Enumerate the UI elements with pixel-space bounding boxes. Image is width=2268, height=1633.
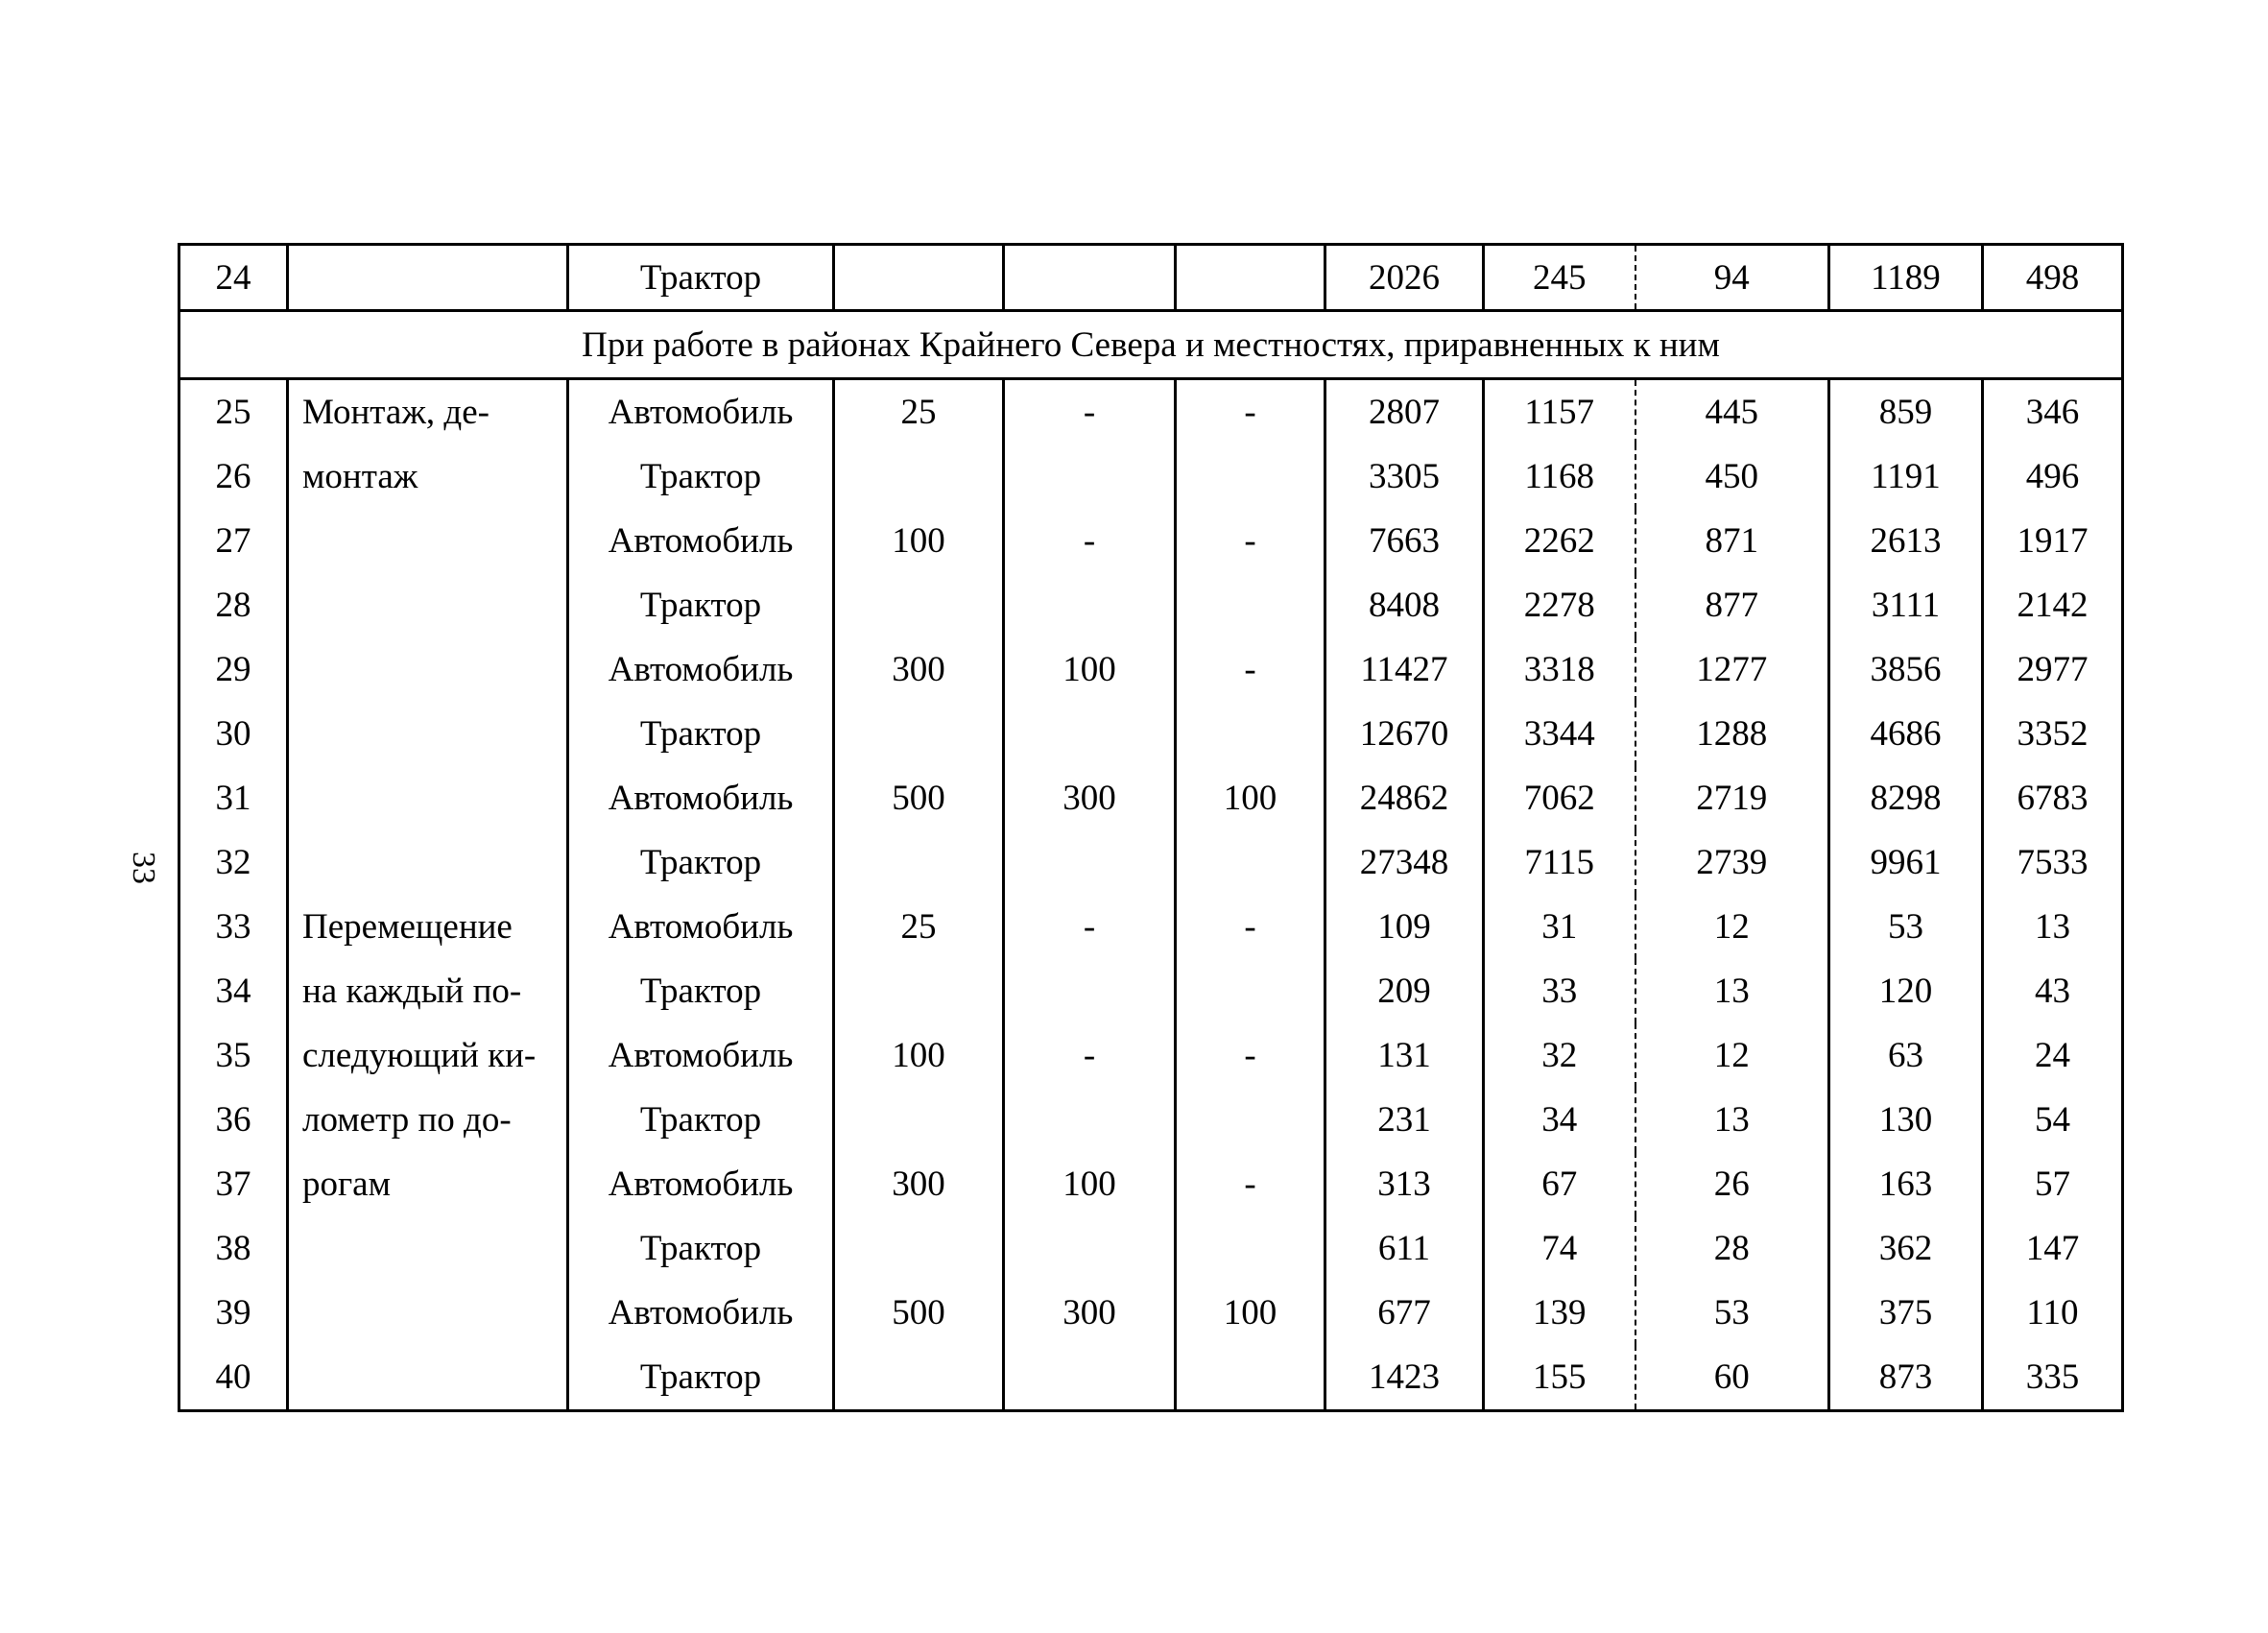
transport-type-cell: Автомобиль — [568, 895, 834, 959]
distance-3-cell — [1176, 1088, 1325, 1152]
distance-3-cell — [1176, 573, 1325, 637]
value-4-cell: 3856 — [1829, 637, 1983, 702]
distance-2-cell: - — [1004, 509, 1176, 573]
distance-2-cell: - — [1004, 379, 1176, 445]
distance-1-cell — [834, 573, 1004, 637]
distance-3-cell: - — [1176, 895, 1325, 959]
value-3-cell: 60 — [1635, 1345, 1829, 1411]
value-total-cell: 8408 — [1325, 573, 1484, 637]
operation-name-cell — [288, 509, 568, 573]
value-3-cell: 13 — [1635, 1088, 1829, 1152]
distance-2-cell — [1004, 702, 1176, 766]
operation-name-cell — [288, 1216, 568, 1281]
distance-2-cell: 100 — [1004, 1152, 1176, 1216]
distance-1-cell: 100 — [834, 1023, 1004, 1088]
distance-1-cell — [834, 959, 1004, 1023]
transport-type-cell: Автомобиль — [568, 379, 834, 445]
transport-type-cell: Автомобиль — [568, 1023, 834, 1088]
row-number-cell: 38 — [179, 1216, 288, 1281]
operation-name-cell — [288, 573, 568, 637]
value-4-cell: 1189 — [1829, 245, 1983, 311]
table-row — [179, 379, 2123, 445]
value-3-cell: 12 — [1635, 1023, 1829, 1088]
value-4-cell: 120 — [1829, 959, 1983, 1023]
row-number-cell: 32 — [179, 830, 288, 895]
distance-1-cell: 300 — [834, 1152, 1004, 1216]
value-total-cell: 209 — [1325, 959, 1484, 1023]
table-row — [179, 1216, 2123, 1281]
distance-3-cell — [1176, 959, 1325, 1023]
distance-3-cell: 100 — [1176, 766, 1325, 830]
operation-name-cell: следующий ки- — [288, 1023, 568, 1088]
value-5-cell: 110 — [2026, 1293, 2079, 1333]
value-5-cell: 2977 — [2017, 650, 2089, 689]
table-row — [179, 1345, 2123, 1411]
transport-type-cell: Трактор — [568, 959, 834, 1023]
operation-name-cell: лометр по до- — [288, 1088, 568, 1152]
operation-name-cell: Монтаж, де- — [288, 379, 568, 445]
value-5-cell: 54 — [2035, 1100, 2070, 1140]
section-heading-row — [179, 311, 2123, 379]
value-4-cell: 3111 — [1829, 573, 1983, 637]
value-5-cell: 335 — [2025, 1357, 2080, 1397]
row-number-cell: 31 — [179, 766, 288, 830]
table-row — [179, 573, 2123, 637]
distance-1-cell — [834, 1216, 1004, 1281]
operation-name-cell — [288, 245, 568, 311]
value-3-cell: 26 — [1635, 1152, 1829, 1216]
distance-1-cell: 500 — [834, 766, 1004, 830]
value-4-cell: 53 — [1829, 895, 1983, 959]
distance-2-cell: 300 — [1004, 766, 1176, 830]
distance-3-cell: - — [1176, 509, 1325, 573]
row-number-cell: 28 — [179, 573, 288, 637]
distance-2-cell — [1004, 959, 1176, 1023]
value-5-cell: 498 — [1983, 245, 2123, 311]
value-3-cell: 1288 — [1635, 702, 1829, 766]
distance-2-cell — [1004, 573, 1176, 637]
value-total-cell: 109 — [1325, 895, 1484, 959]
table-row — [179, 959, 2123, 1023]
value-total-cell: 7663 — [1325, 509, 1484, 573]
row-number-cell: 36 — [179, 1088, 288, 1152]
operation-name-cell — [288, 766, 568, 830]
value-2-cell: 33 — [1484, 959, 1635, 1023]
distance-3-cell: - — [1176, 1152, 1325, 1216]
value-3-cell: 1277 — [1635, 637, 1829, 702]
transport-type-cell: Трактор — [568, 573, 834, 637]
transport-type-cell: Трактор — [568, 830, 834, 895]
transport-type-cell: Трактор — [568, 245, 834, 311]
value-5-cell: 57 — [2035, 1165, 2070, 1204]
distance-1-cell — [834, 702, 1004, 766]
table-row — [179, 895, 2123, 959]
distance-3-cell: 100 — [1176, 1281, 1325, 1345]
value-4-cell: 8298 — [1829, 766, 1983, 830]
table-row — [179, 245, 2123, 311]
value-2-cell: 7115 — [1484, 830, 1635, 895]
value-total-cell: 2807 — [1325, 379, 1484, 445]
value-3-cell: 12 — [1635, 895, 1829, 959]
value-2-cell: 1157 — [1484, 379, 1635, 445]
table-row — [179, 444, 2123, 509]
value-5-cell: 3352 — [2017, 714, 2089, 754]
value-2-cell: 139 — [1484, 1281, 1635, 1345]
distance-2-cell — [1004, 1216, 1176, 1281]
distance-1-cell: 300 — [834, 637, 1004, 702]
value-4-cell: 130 — [1829, 1088, 1983, 1152]
value-4-cell: 2613 — [1829, 509, 1983, 573]
row-number-cell: 24 — [179, 245, 288, 311]
operation-name-cell — [288, 830, 568, 895]
value-total-cell: 24862 — [1325, 766, 1484, 830]
value-2-cell: 67 — [1484, 1152, 1635, 1216]
transport-type-cell: Трактор — [568, 702, 834, 766]
value-2-cell: 3344 — [1484, 702, 1635, 766]
value-5-cell: 346 — [2025, 393, 2080, 432]
row-number-cell: 29 — [179, 637, 288, 702]
value-total-cell: 2026 — [1325, 245, 1484, 311]
operation-name-cell — [288, 637, 568, 702]
transport-type-cell: Автомобиль — [568, 509, 834, 573]
value-5-cell: 43 — [2035, 972, 2070, 1011]
distance-1-cell: 500 — [834, 1281, 1004, 1345]
table-row — [179, 1152, 2123, 1216]
value-4-cell: 9961 — [1829, 830, 1983, 895]
transport-type-cell: Трактор — [568, 1345, 834, 1411]
value-2-cell: 3318 — [1484, 637, 1635, 702]
distance-3-cell: - — [1176, 637, 1325, 702]
table-row — [179, 1088, 2123, 1152]
table-row — [179, 702, 2123, 766]
value-3-cell: 445 — [1635, 379, 1829, 445]
value-total-cell: 611 — [1325, 1216, 1484, 1281]
value-2-cell: 155 — [1484, 1345, 1635, 1411]
value-2-cell: 2262 — [1484, 509, 1635, 573]
distance-2-cell — [1004, 1345, 1176, 1411]
value-2-cell: 7062 — [1484, 766, 1635, 830]
value-2-cell: 34 — [1484, 1088, 1635, 1152]
value-3-cell: 877 — [1635, 573, 1829, 637]
value-3-cell: 450 — [1635, 444, 1829, 509]
value-4-cell: 4686 — [1829, 702, 1983, 766]
value-2-cell: 74 — [1484, 1216, 1635, 1281]
value-total-cell: 11427 — [1325, 637, 1484, 702]
value-2-cell: 245 — [1484, 245, 1635, 311]
value-3-cell: 28 — [1635, 1216, 1829, 1281]
distance-3-cell — [1176, 1216, 1325, 1281]
table-body — [179, 245, 2123, 1411]
cost-table-container — [178, 243, 2121, 1412]
distance-2-cell — [1004, 1088, 1176, 1152]
table-row — [179, 830, 2123, 895]
value-2-cell: 31 — [1484, 895, 1635, 959]
distance-3-cell: - — [1176, 1023, 1325, 1088]
row-number-cell: 34 — [179, 959, 288, 1023]
value-5-cell: 24 — [2035, 1036, 2070, 1075]
value-3-cell: 94 — [1635, 245, 1829, 311]
value-2-cell: 32 — [1484, 1023, 1635, 1088]
value-total-cell: 27348 — [1325, 830, 1484, 895]
value-3-cell: 2719 — [1635, 766, 1829, 830]
operation-name-cell: Перемещение — [288, 895, 568, 959]
transport-type-cell: Автомобиль — [568, 1281, 834, 1345]
value-total-cell: 131 — [1325, 1023, 1484, 1088]
transport-type-cell: Трактор — [568, 1216, 834, 1281]
value-4-cell: 375 — [1829, 1281, 1983, 1345]
distance-3-cell — [1176, 245, 1325, 311]
table-row — [179, 509, 2123, 573]
section-heading: При работе в районах Крайнего Севера и местностях, приравненных к ним — [179, 311, 2123, 379]
value-total-cell: 12670 — [1325, 702, 1484, 766]
value-3-cell: 871 — [1635, 509, 1829, 573]
value-total-cell: 677 — [1325, 1281, 1484, 1345]
distance-1-cell — [834, 1088, 1004, 1152]
value-2-cell: 2278 — [1484, 573, 1635, 637]
transport-type-cell: Автомобиль — [568, 637, 834, 702]
value-5-cell: 13 — [2035, 907, 2070, 947]
value-4-cell: 859 — [1829, 379, 1983, 445]
value-total-cell: 1423 — [1325, 1345, 1484, 1411]
value-4-cell: 163 — [1829, 1152, 1983, 1216]
operation-name-cell — [288, 1281, 568, 1345]
operation-name-cell: монтаж — [288, 444, 568, 509]
distance-1-cell — [834, 830, 1004, 895]
value-5-cell: 496 — [2025, 457, 2080, 496]
value-4-cell: 873 — [1829, 1345, 1983, 1411]
value-2-cell: 1168 — [1484, 444, 1635, 509]
value-3-cell: 53 — [1635, 1281, 1829, 1345]
value-5-cell: 1917 — [2017, 521, 2089, 561]
distance-3-cell — [1176, 1345, 1325, 1411]
distance-1-cell: 25 — [834, 379, 1004, 445]
value-5-cell: 147 — [2025, 1229, 2080, 1268]
distance-1-cell — [834, 1345, 1004, 1411]
table-row — [179, 637, 2123, 702]
row-number-cell: 27 — [179, 509, 288, 573]
value-5-cell: 2142 — [2017, 586, 2089, 625]
value-3-cell: 13 — [1635, 959, 1829, 1023]
row-number-cell: 40 — [179, 1345, 288, 1411]
value-3-cell: 2739 — [1635, 830, 1829, 895]
distance-2-cell — [1004, 245, 1176, 311]
operation-name-cell: рогам — [288, 1152, 568, 1216]
distance-2-cell: - — [1004, 1023, 1176, 1088]
transport-type-cell: Трактор — [568, 444, 834, 509]
operation-name-cell: на каждый по- — [288, 959, 568, 1023]
row-number-cell: 26 — [179, 444, 288, 509]
table-row — [179, 766, 2123, 830]
row-number-cell: 35 — [179, 1023, 288, 1088]
transport-type-cell: Автомобиль — [568, 1152, 834, 1216]
value-5-cell: 6783 — [2017, 779, 2089, 818]
distance-1-cell — [834, 245, 1004, 311]
transport-type-cell: Автомобиль — [568, 766, 834, 830]
distance-2-cell — [1004, 444, 1176, 509]
distance-3-cell: - — [1176, 379, 1325, 445]
distance-2-cell: 300 — [1004, 1281, 1176, 1345]
value-4-cell: 362 — [1829, 1216, 1983, 1281]
page-number: 33 — [126, 852, 161, 884]
row-number-cell: 37 — [179, 1152, 288, 1216]
distance-2-cell: 100 — [1004, 637, 1176, 702]
transport-type-cell: Трактор — [568, 1088, 834, 1152]
row-number-cell: 39 — [179, 1281, 288, 1345]
value-4-cell: 63 — [1829, 1023, 1983, 1088]
value-5-cell: 7533 — [2017, 843, 2089, 882]
operation-name-cell — [288, 1345, 568, 1411]
distance-2-cell: - — [1004, 895, 1176, 959]
row-number-cell: 25 — [179, 379, 288, 445]
distance-3-cell — [1176, 702, 1325, 766]
distance-2-cell — [1004, 830, 1176, 895]
distance-3-cell — [1176, 830, 1325, 895]
cost-table — [178, 243, 2124, 1412]
table-row — [179, 1023, 2123, 1088]
distance-1-cell: 100 — [834, 509, 1004, 573]
distance-3-cell — [1176, 444, 1325, 509]
value-total-cell: 231 — [1325, 1088, 1484, 1152]
table-row — [179, 1281, 2123, 1345]
row-number-cell: 33 — [179, 895, 288, 959]
distance-1-cell: 25 — [834, 895, 1004, 959]
operation-name-cell — [288, 702, 568, 766]
value-total-cell: 3305 — [1325, 444, 1484, 509]
row-number-cell: 30 — [179, 702, 288, 766]
value-4-cell: 1191 — [1829, 444, 1983, 509]
distance-1-cell — [834, 444, 1004, 509]
value-total-cell: 313 — [1325, 1152, 1484, 1216]
